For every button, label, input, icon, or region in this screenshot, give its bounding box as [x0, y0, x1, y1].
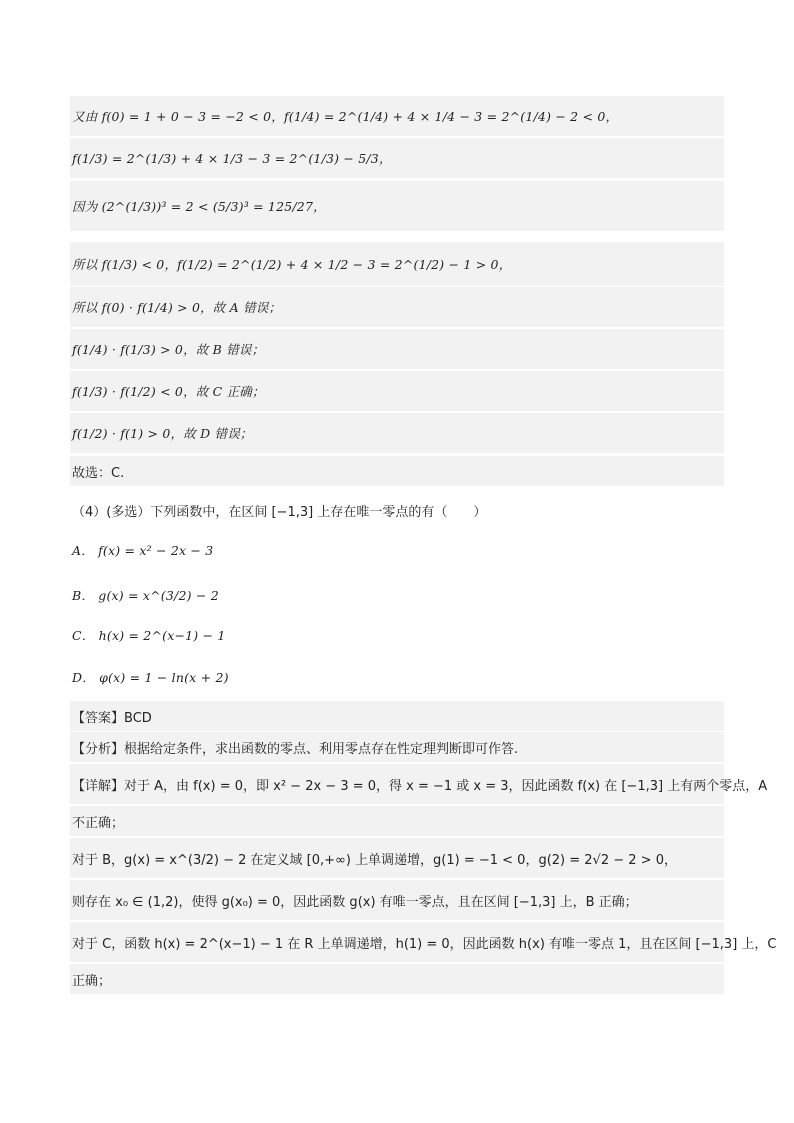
detail-line-4b: 正确；	[70, 964, 724, 994]
solution-line-5: 所以 f(0) · f(1/4) > 0，故 A 错误；	[70, 287, 724, 327]
option-a: A． f(x) = x² − 2x − 3	[72, 543, 214, 558]
option-b: B． g(x) = x^(3/2) − 2	[72, 588, 219, 603]
solution-line-8: f(1/2) · f(1) > 0，故 D 错误；	[70, 413, 724, 453]
analysis-line: 【分析】根据给定条件，求出函数的零点、利用零点存在性定理判断即可作答.	[70, 732, 724, 762]
answer-label: 【答案】BCD	[70, 701, 724, 731]
question-stem: （4）(多选）下列函数中，在区间 [−1,3] 上存在唯一零点的有（ ）	[72, 504, 487, 520]
solution-line-4: 所以 f(1/3) < 0，f(1/2) = 2^(1/2) + 4 × 1/2 − 3 = 2^(1/2) − 1 > 0，	[70, 242, 724, 286]
detail-line-1b: 不正确；	[70, 806, 724, 836]
option-d: D． φ(x) = 1 − ln(x + 2)	[72, 670, 229, 685]
solution-line-3: 因为 (2^(1/3))³ = 2 < (5/3)³ = 125/27，	[70, 181, 724, 231]
detail-line-3: 则存在 x₀ ∈ (1,2)，使得 g(x₀) = 0，因此函数 g(x) 有唯一零点，且在区间 [−1,3] 上，B 正确；	[70, 880, 724, 920]
solution-line-7: f(1/3) · f(1/2) < 0，故 C 正确；	[70, 371, 724, 411]
solution-line-6: f(1/4) · f(1/3) > 0，故 B 错误；	[70, 329, 724, 369]
solution-line-2: f(1/3) = 2^(1/3) + 4 × 1/3 − 3 = 2^(1/3) − 5/3，	[70, 138, 724, 178]
option-c: C． h(x) = 2^(x−1) − 1	[72, 628, 226, 643]
solution-line-1: 又由 f(0) = 1 + 0 − 3 = −2 < 0，f(1/4) = 2^(1/4) + 4 × 1/4 − 3 = 2^(1/4) − 2 < 0，	[70, 96, 724, 136]
detail-line-2: 对于 B，g(x) = x^(3/2) − 2 在定义域 [0,+∞) 上单调递增，g(1) = −1 < 0，g(2) = 2√2 − 2 > 0，	[70, 838, 724, 878]
detail-line-4: 对于 C，函数 h(x) = 2^(x−1) − 1 在 R 上单调递增，h(1) = 0，因此函数 h(x) 有唯一零点 1，且在区间 [−1,3] 上，C	[70, 922, 724, 962]
solution-conclusion: 故选：C.	[70, 456, 724, 486]
detail-line-1: 【详解】对于 A，由 f(x) = 0，即 x² − 2x − 3 = 0，得 x = −1 或 x = 3，因此函数 f(x) 在 [−1,3] 上有两个零点，A	[70, 764, 724, 804]
